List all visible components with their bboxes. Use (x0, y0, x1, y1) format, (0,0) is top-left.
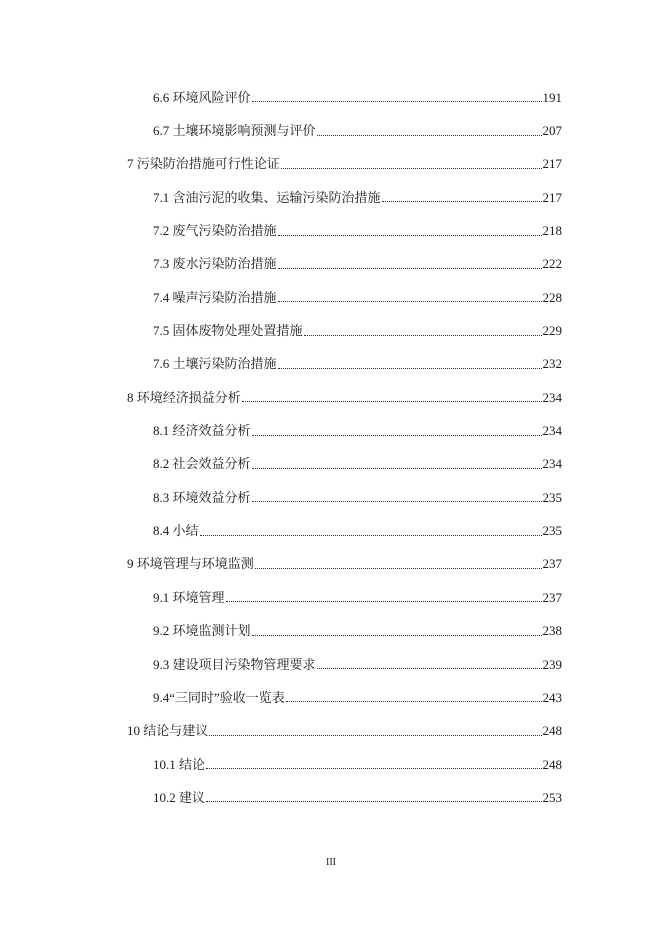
toc-entry-page-number: 228 (542, 289, 562, 305)
toc-entry-title: 7.3 废水污染防治措施 (153, 256, 277, 272)
toc-entry-page-number: 248 (542, 756, 562, 772)
toc-entry-title: 6.7 土壤环境影响预测与评价 (153, 123, 316, 139)
toc-section-entry[interactable] (0, 481, 662, 514)
toc-dot-leader (206, 801, 541, 802)
toc-dot-leader (304, 335, 542, 336)
toc-entry-page-number: 218 (542, 223, 562, 239)
toc-entry-title: 10 结论与建议 (127, 723, 209, 739)
toc-dot-leader (242, 401, 542, 402)
toc-chapter-entry[interactable] (0, 548, 662, 581)
toc-entry-title: 7.4 噪声污染防治措施 (153, 289, 277, 305)
toc-entry-title: 9.2 环境监测计划 (153, 623, 251, 639)
toc-dot-leader (278, 301, 542, 302)
toc-entry-title: 9.3 建设项目污染物管理要求 (153, 656, 316, 672)
toc-entry-page-number: 234 (542, 423, 562, 439)
toc-section-entry[interactable] (0, 748, 662, 781)
toc-dot-leader (252, 101, 542, 102)
toc-entry-title: 7.6 土壤污染防治措施 (153, 356, 277, 372)
toc-section-entry[interactable] (0, 214, 662, 247)
toc-entry-page-number: 235 (542, 523, 562, 539)
toc-section-entry[interactable] (0, 314, 662, 347)
toc-dot-leader (382, 201, 542, 202)
toc-entry-page-number: 235 (542, 489, 562, 505)
toc-entry-title: 7.1 含油污泥的收集、运输污染防治措施 (153, 189, 381, 205)
toc-entry-page-number: 222 (542, 256, 562, 272)
toc-entry-page-number: 248 (542, 723, 562, 739)
toc-section-entry[interactable] (0, 248, 662, 281)
toc-entry-page-number: 191 (542, 89, 562, 105)
toc-entry-page-number: 239 (542, 656, 562, 672)
toc-dot-leader (200, 535, 542, 536)
toc-entry-title: 10.1 结论 (153, 756, 206, 772)
toc-section-entry[interactable] (0, 281, 662, 314)
toc-section-entry[interactable] (0, 781, 662, 814)
toc-section-entry[interactable] (0, 648, 662, 681)
toc-entry-title: 10.2 建议 (153, 789, 206, 805)
toc-dot-leader (278, 268, 542, 269)
toc-entry-title: 8.4 小结 (153, 523, 199, 539)
toc-dot-leader (252, 468, 542, 469)
toc-entry-title: 8.3 环境效益分析 (153, 489, 251, 505)
toc-dot-leader (255, 568, 542, 569)
toc-section-entry[interactable] (0, 114, 662, 147)
toc-dot-leader (317, 668, 542, 669)
toc-section-entry[interactable] (0, 181, 662, 214)
toc-entry-title: 7.5 固体废物处理处置措施 (153, 323, 303, 339)
toc-dot-leader (278, 235, 542, 236)
toc-entry-page-number: 232 (542, 356, 562, 372)
toc-section-entry[interactable] (0, 581, 662, 614)
toc-entry-page-number: 243 (542, 689, 562, 705)
toc-dot-leader (206, 768, 541, 769)
toc-entry-page-number: 229 (542, 323, 562, 339)
toc-section-entry[interactable] (0, 414, 662, 447)
toc-entry-title: 9.1 环境管理 (153, 589, 225, 605)
toc-dot-leader (252, 435, 542, 436)
toc-dot-leader (286, 701, 542, 702)
toc-entry-page-number: 253 (542, 789, 562, 805)
toc-entry-page-number: 234 (542, 389, 562, 405)
toc-entry-page-number: 234 (542, 456, 562, 472)
toc-section-entry[interactable] (0, 448, 662, 481)
toc-entry-page-number: 238 (542, 623, 562, 639)
toc-entry-title: 8.2 社会效益分析 (153, 456, 251, 472)
toc-entry-page-number: 217 (542, 189, 562, 205)
toc-entry-title: 9.4“三同时”验收一览表 (153, 689, 285, 705)
toc-dot-leader (252, 501, 542, 502)
toc-chapter-entry[interactable] (0, 148, 662, 181)
toc-chapter-entry[interactable] (0, 381, 662, 414)
toc-chapter-entry[interactable] (0, 715, 662, 748)
toc-dot-leader (252, 635, 542, 636)
toc-entry-title: 6.6 环境风险评价 (153, 89, 251, 105)
toc-entry-title: 8 环境经济损益分析 (127, 389, 241, 405)
toc-entry-title: 7 污染防治措施可行性论证 (127, 156, 280, 172)
toc-dot-leader (209, 735, 541, 736)
page-number: III (326, 857, 336, 868)
toc-entry-title: 7.2 废气污染防治措施 (153, 223, 277, 239)
toc-entry-page-number: 217 (542, 156, 562, 172)
toc-entry-title: 8.1 经济效益分析 (153, 423, 251, 439)
table-of-contents (0, 81, 662, 815)
toc-entry-page-number: 237 (542, 589, 562, 605)
toc-entry-page-number: 237 (542, 556, 562, 572)
toc-section-entry[interactable] (0, 81, 662, 114)
toc-dot-leader (226, 601, 542, 602)
toc-dot-leader (281, 168, 542, 169)
toc-section-entry[interactable] (0, 681, 662, 714)
toc-section-entry[interactable] (0, 348, 662, 381)
toc-entry-title: 9 环境管理与环境监测 (127, 556, 254, 572)
toc-entry-page-number: 207 (542, 123, 562, 139)
toc-dot-leader (317, 135, 542, 136)
toc-section-entry[interactable] (0, 514, 662, 547)
toc-dot-leader (278, 368, 542, 369)
toc-section-entry[interactable] (0, 615, 662, 648)
